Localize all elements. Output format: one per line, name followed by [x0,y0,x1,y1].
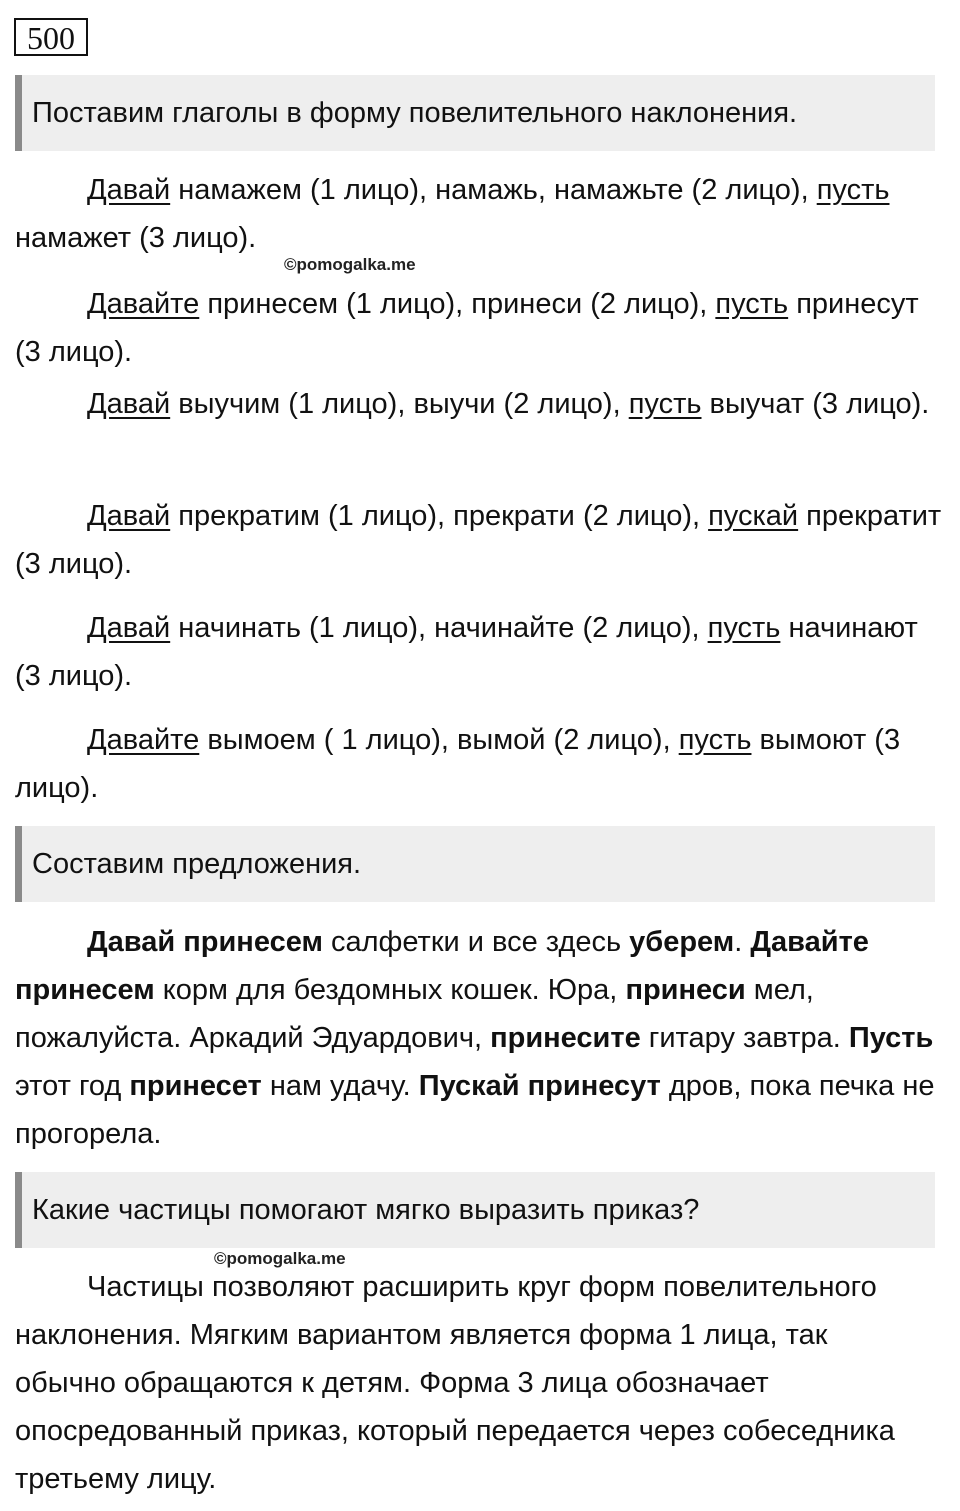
particle: Давай [87,612,171,644]
form-text: принесут (3 лицо). [15,288,919,368]
sentence-part: уберем [629,926,735,958]
form-text: вымоем ( 1 лицо), вымой (2 лицо), [199,724,679,756]
answer-text: Частицы позволяют расширить круг форм повелительного наклонения. Мягким вариантом является форма 1 лица, так обычно обращаются к детям. Форма 3 лица обозначает опосредованный приказ, который передается через собеседника третьему лицу. [15,1271,895,1495]
sentence-part: Давай принесем [87,926,323,958]
answer-paragraph [15,1263,915,1503]
section-header-particles [15,1172,935,1248]
sentence-part: дров, пока печка не прогорела. [15,1070,935,1150]
form-text: начинать (1 лицо), начинайте (2 лицо), [170,612,708,644]
form-text: прекратит (3 лицо). [15,500,942,580]
form-text: намажем (1 лицо), намажь, намажьте (2 лицо), [170,174,817,206]
form-text: вымоют (3 лицо). [15,724,901,804]
form-text: выучат (3 лицо). [701,388,930,420]
sentence-part: . [734,926,751,958]
sentence-part: принесите [490,1022,641,1054]
sentence-part: нам удачу. [261,1070,419,1102]
particle: пусть [715,288,789,320]
form-paragraph-5 [15,604,950,700]
particle: Давай [87,388,171,420]
particle: Давайте [87,288,200,320]
sentence-part: этот год [15,1070,130,1102]
particle: Давайте [87,724,200,756]
particle: Давай [87,174,171,206]
particle: пусть [816,174,890,206]
form-paragraph-1 [15,166,950,262]
particle: пускай [708,500,799,532]
section-title: Какие частицы помогают мягко выразить приказ? [32,1193,700,1226]
form-text: выучим (1 лицо), выучи (2 лицо), [170,388,629,420]
particle: пусть [678,724,752,756]
sentence-part: Пусть [848,1022,934,1054]
sentence-part: мел, пожалуйста. Аркадий Эдуардович, [15,974,814,1054]
watermark: ©pomogalka.me [214,1249,346,1268]
task-number: 500 [14,18,88,56]
form-paragraph-2 [15,280,950,376]
sentence-part: корм для бездомных кошек. Юра, [154,974,626,1006]
form-text: намажет (3 лицо). [15,222,257,254]
sentence-part: Давайте принесем [15,926,869,1006]
form-text: прекратим (1 лицо), прекрати (2 лицо), [170,500,709,532]
particle: пусть [628,388,702,420]
section-title: Составим предложения. [32,847,362,880]
section-header-sentences [15,826,935,902]
sentence-part: гитару завтра. [640,1022,849,1054]
form-paragraph-6 [15,716,950,812]
form-paragraph-3 [15,380,950,428]
form-text: начинают (3 лицо). [15,612,918,692]
sentence-part: принесет [129,1070,262,1102]
sentences-paragraph [15,918,950,1158]
sentence-part: салфетки и все здесь [322,926,630,958]
particle: пусть [707,612,781,644]
section-header-imperative [15,75,935,151]
sentence-part: принеси [625,974,746,1006]
particle: Давай [87,500,171,532]
form-paragraph-4 [15,492,950,588]
section-title: Поставим глаголы в форму повелительного наклонения. [32,96,798,129]
watermark: ©pomogalka.me [284,255,416,274]
sentence-part: Пускай принесут [418,1070,661,1102]
form-text: принесем (1 лицо), принеси (2 лицо), [199,288,716,320]
